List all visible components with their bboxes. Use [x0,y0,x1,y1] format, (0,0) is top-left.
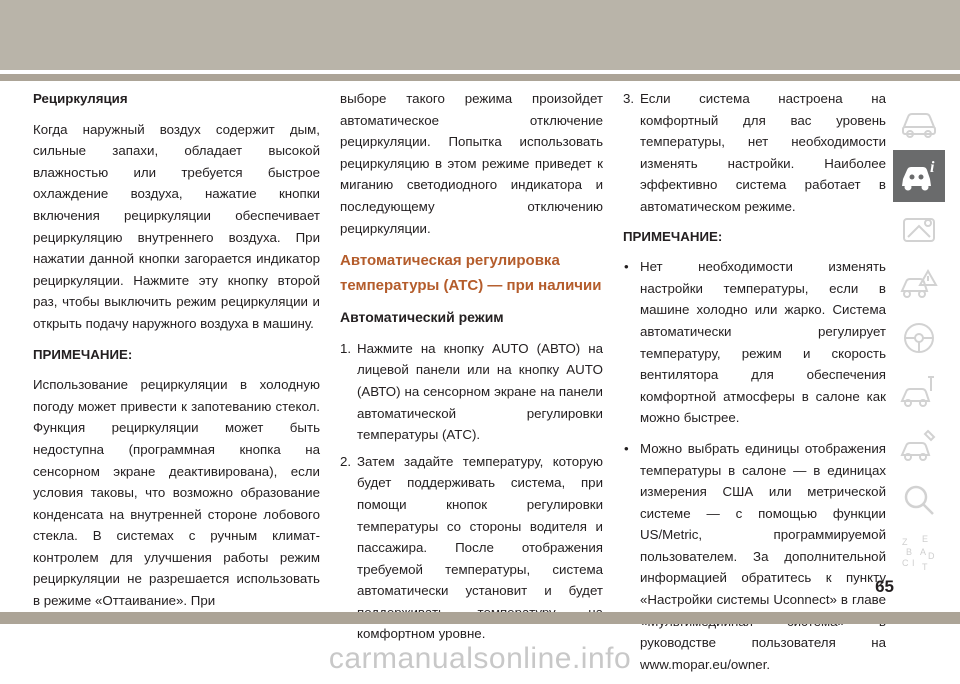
heading-recirculation: Рециркуляция [33,91,128,106]
column-right [623,88,886,684]
step-number: 3. [623,91,635,106]
column-middle [340,88,603,653]
watermark: carmanualsonline.info [328,642,632,675]
step-text: Затем задайте температуру, которую будет поддерживать система, при помощи кнопок регулировки температуры со стороны водителя и пассажира. После отображения требуемой температуры, система автоматически установит и будет комфортном уровне. [357,453,603,642]
steps-list-continued [623,88,886,218]
magnifier-icon[interactable] [893,474,945,526]
column-left [33,88,320,621]
index-letter: T [922,562,928,572]
step-text: Нажмите на кнопку AUTO (АВТО) на лицевой панели или на кнопку AUTO (АВТО) на сенсорном экране на панели автоматической регулировки температуры (ATC). [357,340,603,443]
step-number: 1. [340,340,352,356]
chapter-sidebar [893,96,945,582]
car-info-icon[interactable] [893,150,945,202]
section-title-atc: Автоматическая регулировка температуры (ATC) — при наличии [340,252,602,295]
index-letter: C [902,558,909,568]
index-letter: D [928,551,935,561]
top-rule [0,74,960,81]
bullet-mark: • [624,440,629,456]
top-band [0,0,960,70]
index-letter: A [920,547,927,557]
list-item [623,88,886,218]
car-warning-icon[interactable] [893,258,945,310]
step-text: Если система настроена на комфортный для вас уровень температуры, нет необходимости изменять настройки. Наиболее эффективно система работает в автоматическом режиме. [640,91,886,214]
page-number: 65 [875,577,894,596]
steps-list [340,338,603,645]
car-front-icon[interactable] [893,96,945,148]
alphabet-index-icon[interactable] [893,528,945,580]
list-item [340,338,603,446]
list-item [623,256,886,429]
paragraph-continuation: выборе такого режима произойдет автоматическое отключение рециркуляции. Попытка использовать рециркуляцию в этом режиме приведет к миганию светодиодного индикатора и последующему отключению рециркуляции. [340,91,603,236]
index-letter: I [912,558,915,568]
subheading-auto-mode: Автоматический режим [340,309,504,326]
index-letter: Z [902,537,908,547]
paragraph-recirculation: Когда наружный воздух содержит дым, сильные запахи, обладает высокой влажностью или требуется быстрое охлаждение воздуха, нажатие кнопки включения рециркуляции обеспечивает рециркуляцию внутреннего воздуха. При нажатии данной кнопки загорается индикатор рециркуляции. Нажмите эту кнопку второй раз, чтобы выключить режим рециркуляции и открыть подачу наружного воздуха в машину. [33,121,320,331]
bottom-band [0,612,960,624]
step-number: 2. [340,453,352,469]
dashboard-warning-icon[interactable] [893,204,945,256]
steering-wheel-icon[interactable] [893,312,945,364]
list-item [623,438,886,676]
index-letter: E [922,534,929,544]
svg-text:i: i [930,159,935,176]
bullet-text: Нет необходимости изменять настройки температуры, если в машине холодно или жарко. Система автоматически регулирует температуру, режим и скорость вентилятора для обеспечения комфортной атмосферы в салоне как можно быстрее. [640,259,886,426]
note-title: ПРИМЕЧАНИЕ: [33,346,133,362]
index-letter: B [906,547,913,557]
note-text: Использование рециркуляции в холодную погоду может привести к запотеванию стекол. Функция рециркуляции может быть недоступна (программная кнопка на сенсорном экране деактивирована), если условия таковы, что возможно образование конденсата на внутренней стороне лобового стекла. В системах с ручным климат-контролем для улучшения работы режим рециркуляции не разрешается использовать в режиме «Оттаивание». При [33,377,320,609]
car-tools-icon[interactable] [893,366,945,418]
bullet-mark: • [624,259,629,275]
note-title: ПРИМЕЧАНИЕ: [623,228,723,244]
bullet-text: Можно выбрать единицы отображения температуры в салоне — в единицах измерения США или метрической системе — с помощью функции US/Metric, программируемой пользователем. За дополнительной информацией обратитесь к пункту «Настройки системы Uconnect» в главе руководстве пользователя на www.mopar.eu/owner. [640,440,886,672]
car-wrench-icon[interactable] [893,420,945,472]
